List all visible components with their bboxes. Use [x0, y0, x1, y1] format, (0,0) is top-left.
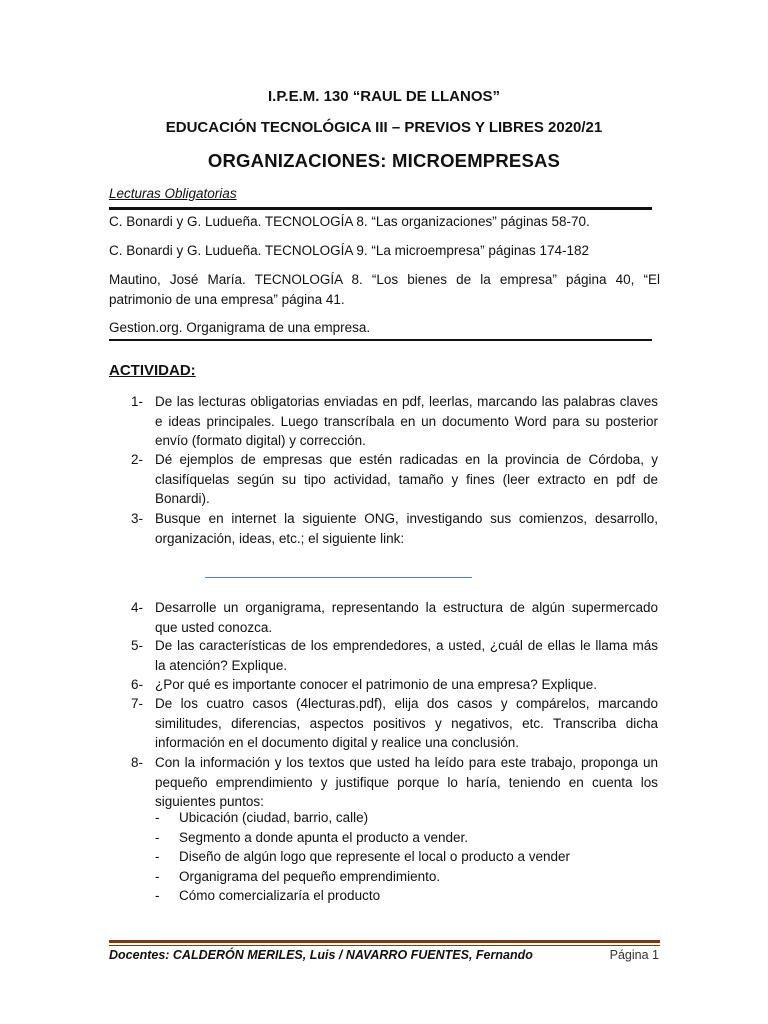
bullet-dash: - [155, 888, 160, 903]
activity-item-number: 1- [131, 394, 144, 409]
activity-item-text: Dé ejemplos de empresas que estén radicadas en la provincia de Córdoba, y clasifíquelas según su tipo actividad, tamaño y fines (leer extracto en pdf de Bonardi). [155, 452, 658, 506]
activity-item-number: 2- [131, 452, 144, 467]
activity-item [131, 392, 658, 451]
bullet-dash: - [155, 849, 160, 864]
activity-item [131, 598, 658, 637]
bullet-text: Diseño de algún logo que represente el local o producto a vender [179, 849, 571, 864]
list-item [155, 886, 655, 906]
footer-rule [109, 940, 660, 943]
activity-item [131, 450, 658, 509]
readings-top-rule [109, 207, 652, 210]
list-item [155, 867, 655, 887]
list-item [155, 808, 655, 828]
list-item [155, 847, 655, 867]
footer-rule-thin [109, 945, 660, 946]
activity-item-text: Desarrolle un organigrama, representando la estructura de algún supermercado que usted conozca. [155, 600, 658, 635]
reading-item: Gestion.org. Organigrama de una empresa. [109, 320, 371, 335]
bullet-text: Segmento a donde apunta el producto a vender. [179, 830, 468, 845]
bullet-text: Ubicación (ciudad, barrio, calle) [179, 810, 369, 825]
topic-title: ORGANIZACIONES: MICROEMPRESAS [207, 150, 561, 171]
page-number: Página 1 [609, 948, 659, 962]
bullet-text: Organigrama del pequeño emprendimiento. [179, 869, 441, 884]
footer-teachers: Docentes: CALDERÓN MERILES, Luis / NAVARRO FUENTES, Fernando [109, 948, 533, 962]
reading-item: C. Bonardi y G. Ludueña. TECNOLOGÍA 9. “La microempresa” páginas 174-182 [109, 243, 589, 258]
activity-item-text: Con la información y los textos que usted ha leído para este trabajo, proponga un pequeño emprendimiento y justifique porque lo haría, teniendo en cuenta los siguientes puntos: [155, 755, 658, 809]
activity-item-text: De las lecturas obligatorias enviadas en pdf, leerlas, marcando las palabras claves e ideas principales. Luego transcríbala en un documento Word para su posterior envío (formato digital) y corrección. [155, 394, 658, 448]
bullet-dash: - [155, 869, 160, 884]
activity-item-number: 7- [131, 696, 144, 711]
activity-item-number: 8- [131, 755, 144, 770]
reading-item: C. Bonardi y G. Ludueña. TECNOLOGÍA 8. “Las organizaciones” páginas 58-70. [109, 214, 590, 229]
activity-item-number: 5- [131, 638, 144, 653]
course-title: EDUCACIÓN TECNOLÓGICA III – PREVIOS Y LIBRES 2020/21 [165, 119, 603, 136]
activity-item-text: Busque en internet la siguiente ONG, investigando sus comienzos, desarrollo, organización, ideas, etc.; el siguiente link: [155, 511, 658, 546]
activity-item [131, 636, 658, 675]
institution-title: I.P.E.M. 130 “RAUL DE LLANOS” [268, 88, 500, 105]
activity-item [131, 509, 658, 548]
ong-link[interactable] [205, 577, 472, 578]
activity-item-text: De las características de los emprendedores, a usted, ¿cuál de ellas le llama más la atención? Explique. [155, 638, 658, 673]
bullet-text: Cómo comercializaría el producto [179, 888, 381, 903]
reading-item: Mautino, José María. TECNOLOGÍA 8. “Los bienes de la empresa” página 40, “El patrimonio de una empresa” página 41. [109, 272, 660, 307]
activity-item-number: 6- [131, 677, 144, 692]
bullet-dash: - [155, 830, 160, 845]
activity-title: ACTIVIDAD: [109, 362, 196, 379]
list-item [155, 828, 655, 848]
activity-item-number: 3- [131, 511, 144, 526]
activity-item-text: ¿Por qué es importante conocer el patrimonio de una empresa? Explique. [155, 677, 597, 692]
readings-title: Lecturas Obligatorias [109, 186, 237, 201]
activity-item-text: De los cuatro casos (4lecturas.pdf), elija dos casos y compárelos, marcando similitudes, diferencias, aspectos positivos y negativos, etc. Transcriba dicha información en el documento digital y realice una conclusión. [155, 696, 658, 750]
activity-item [131, 753, 658, 812]
activity-item [131, 675, 658, 695]
activity-item [131, 694, 658, 753]
bullet-dash: - [155, 810, 160, 825]
readings-bottom-rule [109, 339, 652, 341]
activity-item-number: 4- [131, 600, 144, 615]
